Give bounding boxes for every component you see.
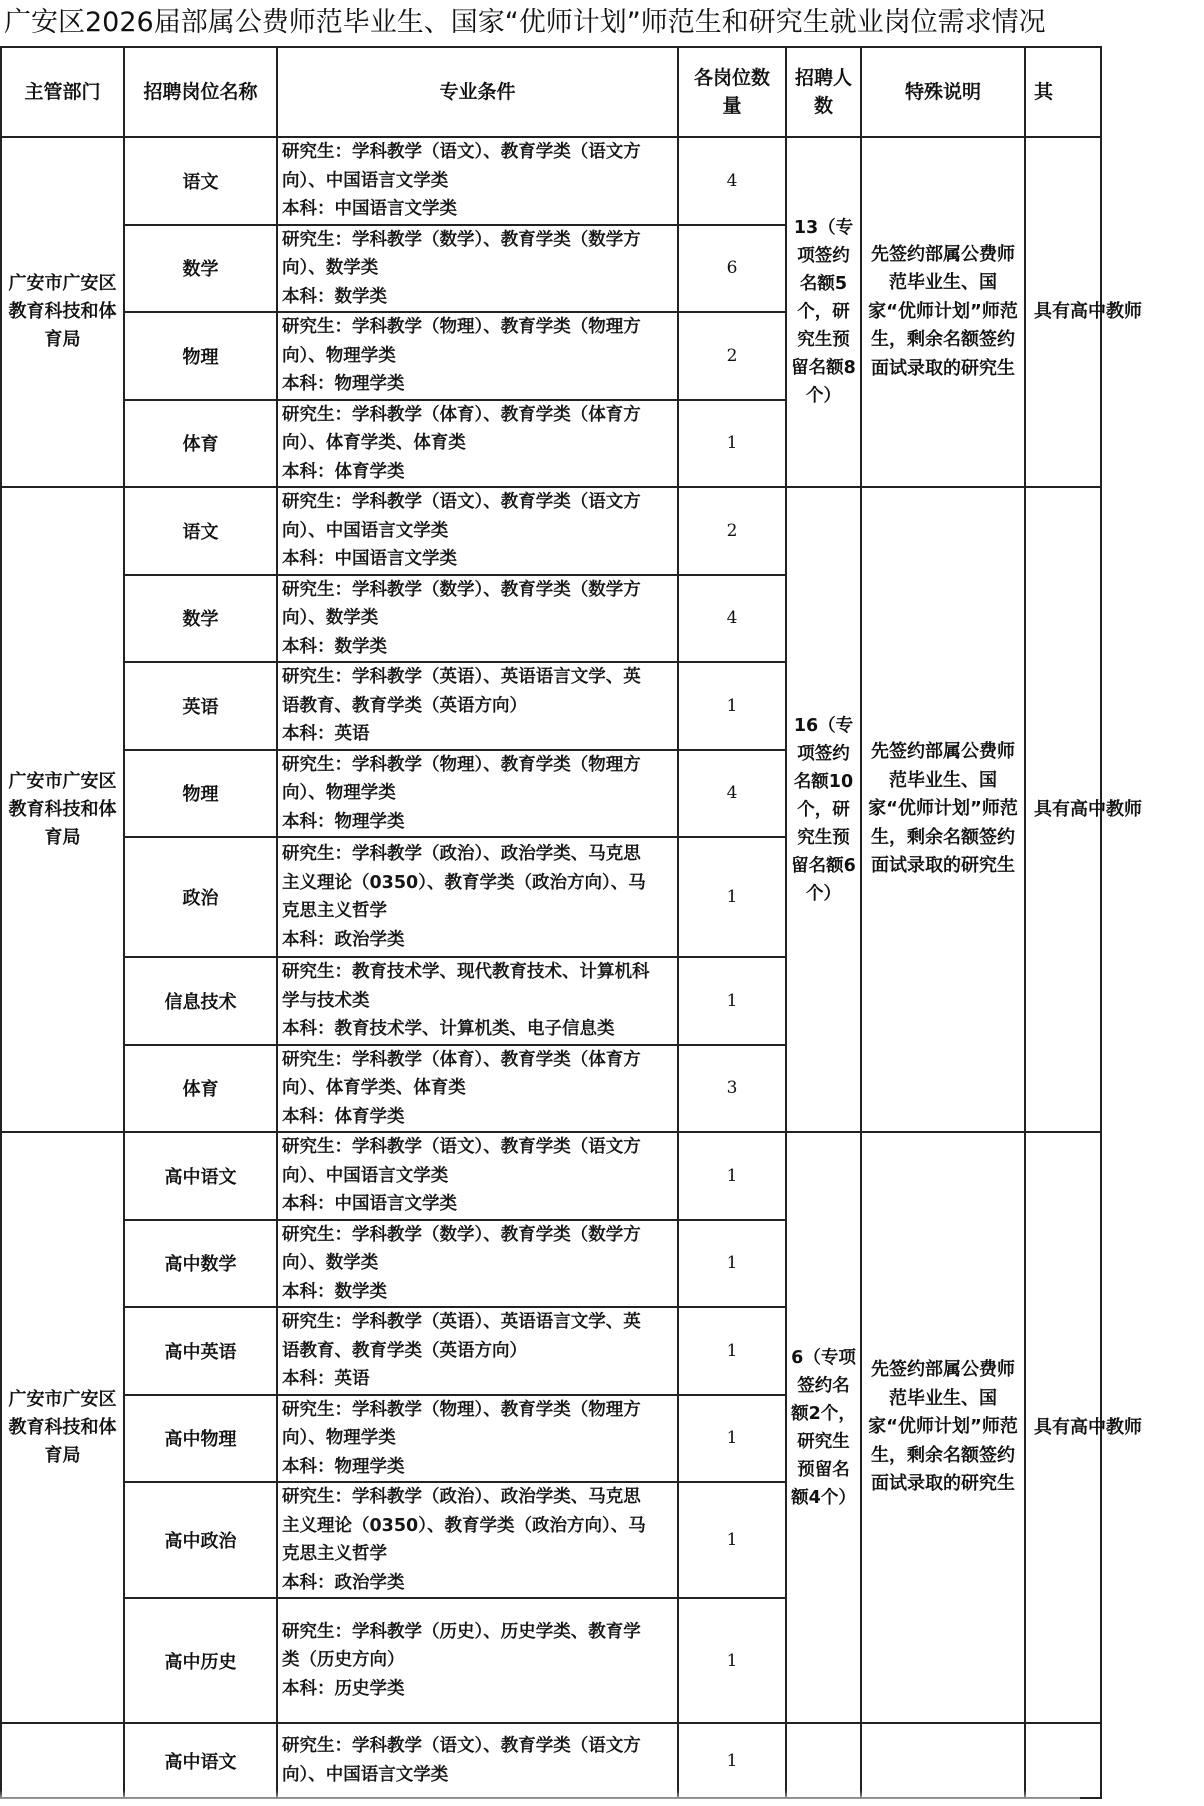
major-line: 研究生：学科教学（体育）、教育学类（体育方	[282, 1049, 641, 1070]
major-line: 向）、中国语言文学类	[282, 1764, 449, 1785]
header-recruit	[786, 47, 861, 137]
job-title-cell: 物理	[124, 312, 277, 400]
major-requirements-cell	[277, 575, 678, 663]
major-line: 向）、中国语言文学类	[282, 170, 449, 191]
table-row	[1, 487, 1101, 575]
major-line: 研究生：学科教学（英语）、英语语言文学、英	[282, 667, 641, 687]
job-title-cell: 高中政治	[124, 1482, 277, 1598]
job-title-cell: 体育	[124, 400, 277, 488]
job-title-cell: 高中数学	[124, 1220, 277, 1308]
header-recruit-line1: 招聘人	[794, 67, 852, 89]
header-job: 招聘岗位名称	[124, 47, 277, 137]
header-note: 特殊说明	[861, 47, 1025, 137]
major-line: 本科：中国语言文学类	[282, 549, 457, 569]
major-line: 本科：政治学类	[282, 1572, 405, 1593]
major-line: 类（历史方向）	[282, 1650, 405, 1671]
header-dept: 主管部门	[1, 47, 124, 137]
major-line: 本科：政治学类	[282, 929, 405, 950]
major-requirements-cell	[277, 137, 678, 225]
position-count-cell: 6	[678, 225, 786, 313]
job-title-cell: 信息技术	[124, 957, 277, 1045]
dept-cell: 广安市广安区教育科技和体育局	[1, 137, 124, 487]
position-count-cell: 1	[678, 1723, 786, 1798]
major-line: 向）、物理学类	[282, 1428, 396, 1448]
special-note-cell	[861, 1723, 1025, 1798]
job-title-cell: 英语	[124, 662, 277, 750]
position-count-cell: 1	[678, 662, 786, 750]
header-extra: 其	[1025, 47, 1101, 137]
major-line: 研究生：学科教学（语文）、教育学类（语文方	[282, 492, 641, 512]
header-count-line2: 量	[722, 95, 742, 117]
recruit-quota-cell: 6（专项签约名额2个，研究生预留名额4个）	[786, 1132, 861, 1723]
major-line: 本科：物理学类	[282, 1456, 405, 1477]
job-title-cell: 政治	[124, 837, 277, 957]
major-line: 语教育、教育学类（英语方向）	[282, 695, 527, 716]
job-title-cell: 数学	[124, 575, 277, 663]
job-title-cell: 语文	[124, 137, 277, 225]
recruit-quota-cell	[786, 1723, 861, 1798]
major-line: 本科：英语	[282, 724, 370, 744]
major-line: 向）、中国语言文学类	[282, 520, 449, 541]
major-line: 研究生：学科教学（体育）、教育学类（体育方	[282, 404, 641, 425]
major-line: 主义理论（0350）、教育学类（政治方向）、马	[282, 1515, 646, 1536]
position-count-cell: 1	[678, 837, 786, 957]
major-line: 本科：数学类	[282, 636, 387, 657]
major-line: 本科：教育技术学、计算机类、电子信息类	[282, 1019, 615, 1039]
major-line: 本科：中国语言文学类	[282, 1194, 457, 1214]
major-line: 向）、数学类	[282, 1253, 379, 1273]
position-count-cell: 1	[678, 1307, 786, 1395]
dept-cell	[1, 1723, 124, 1798]
major-line: 研究生：学科教学（语文）、教育学类（语文方	[282, 142, 641, 162]
job-title-cell: 体育	[124, 1045, 277, 1133]
major-line: 本科：历史学类	[282, 1678, 405, 1699]
extra-requirement-cell: 具有高中教师	[1025, 137, 1101, 487]
special-note-cell: 先签约部属公费师范毕业生、国家“优师计划”师范生，剩余名额签约面试录取的研究生	[861, 1132, 1025, 1723]
major-line: 本科：中国语言文学类	[282, 199, 457, 219]
major-requirements-cell	[277, 750, 678, 838]
major-line: 向）、物理学类	[282, 783, 396, 803]
major-line: 本科：物理学类	[282, 374, 405, 394]
major-requirements-cell	[277, 1395, 678, 1483]
major-requirements-cell	[277, 487, 678, 575]
job-title-cell: 高中物理	[124, 1395, 277, 1483]
major-line: 研究生：学科教学（物理）、教育学类（物理方	[282, 1399, 641, 1420]
extra-requirement-cell: 具有高中教师	[1025, 487, 1101, 1132]
major-requirements-cell	[277, 312, 678, 400]
position-count-cell: 1	[678, 1598, 786, 1723]
recruit-quota-cell: 16（专项签约名额10个，研究生预留名额6个）	[786, 487, 861, 1132]
table-row	[1, 1723, 1101, 1798]
header-recruit-line2: 数	[813, 95, 833, 117]
recruit-quota-cell: 13（专项签约名额5个，研究生预留名额8个）	[786, 137, 861, 487]
major-requirements-cell	[277, 837, 678, 957]
major-requirements-cell	[277, 225, 678, 313]
position-count-cell: 4	[678, 137, 786, 225]
header-major: 专业条件	[277, 47, 678, 137]
major-line: 向）、体育学类、体育类	[282, 1078, 466, 1098]
major-line: 研究生：学科教学（英语）、英语语言文学、英	[282, 1312, 641, 1332]
major-requirements-cell	[277, 1132, 678, 1220]
extra-requirement-cell	[1025, 1723, 1101, 1798]
major-line: 向）、体育学类、体育类	[282, 433, 466, 453]
major-requirements-cell	[277, 1723, 678, 1798]
major-line: 研究生：学科教学（历史）、历史学类、教育学	[282, 1621, 641, 1642]
major-line: 研究生：学科教学（语文）、教育学类（语文方	[282, 1736, 641, 1756]
table-row	[1, 137, 1101, 225]
major-line: 本科：数学类	[282, 286, 387, 307]
major-line: 本科：数学类	[282, 1281, 387, 1302]
job-title-cell: 物理	[124, 750, 277, 838]
header-count-line1: 各岗位数	[693, 67, 770, 89]
major-requirements-cell	[277, 1220, 678, 1308]
major-line: 研究生：学科教学（数学）、教育学类（数学方	[282, 1224, 641, 1245]
job-title-cell: 数学	[124, 225, 277, 313]
major-line: 研究生：学科教学（数学）、教育学类（数学方	[282, 579, 641, 600]
position-count-cell: 2	[678, 487, 786, 575]
position-count-cell: 4	[678, 750, 786, 838]
major-requirements-cell	[277, 1307, 678, 1395]
major-requirements-cell	[277, 1045, 678, 1133]
major-requirements-cell	[277, 1598, 678, 1723]
position-count-cell: 2	[678, 312, 786, 400]
table-row	[1, 1132, 1101, 1220]
position-count-cell: 1	[678, 957, 786, 1045]
position-count-cell: 3	[678, 1045, 786, 1133]
position-count-cell: 1	[678, 1220, 786, 1308]
job-title-cell: 高中英语	[124, 1307, 277, 1395]
major-line: 研究生：学科教学（语文）、教育学类（语文方	[282, 1137, 641, 1157]
bottom-fade	[0, 1790, 1080, 1806]
major-line: 克思主义哲学	[282, 1544, 387, 1564]
major-requirements-cell	[277, 957, 678, 1045]
position-count-cell: 1	[678, 1482, 786, 1598]
major-line: 向）、中国语言文学类	[282, 1165, 449, 1186]
special-note-cell: 先签约部属公费师范毕业生、国家“优师计划”师范生，剩余名额签约面试录取的研究生	[861, 487, 1025, 1132]
major-line: 研究生：学科教学（物理）、教育学类（物理方	[282, 317, 641, 337]
position-count-cell: 1	[678, 400, 786, 488]
position-count-cell: 1	[678, 1132, 786, 1220]
dept-cell: 广安市广安区教育科技和体育局	[1, 1132, 124, 1723]
major-line: 主义理论（0350）、教育学类（政治方向）、马	[282, 872, 646, 893]
major-line: 向）、物理学类	[282, 345, 396, 366]
major-line: 语教育、教育学类（英语方向）	[282, 1340, 527, 1361]
header-count	[678, 47, 786, 137]
major-line: 学与技术类	[282, 990, 370, 1011]
major-requirements-cell	[277, 1482, 678, 1598]
major-line: 研究生：教育技术学、现代教育技术、计算机科	[282, 962, 650, 982]
major-line: 研究生：学科教学（政治）、政治学类、马克思	[282, 844, 641, 864]
major-requirements-cell	[277, 662, 678, 750]
major-line: 本科：体育学类	[282, 1106, 405, 1127]
extra-requirement-cell: 具有高中教师	[1025, 1132, 1101, 1723]
job-title-cell: 高中历史	[124, 1598, 277, 1723]
job-title-cell: 语文	[124, 487, 277, 575]
document-title: 广安区2026届部属公费师范毕业生、国家“优师计划”师范生和研究生就业岗位需求情况	[4, 7, 1046, 38]
position-count-cell: 4	[678, 575, 786, 663]
major-line: 向）、数学类	[282, 258, 379, 278]
job-title-cell: 高中语文	[124, 1723, 277, 1798]
major-line: 向）、数学类	[282, 608, 379, 628]
major-line: 本科：体育学类	[282, 461, 405, 482]
major-line: 研究生：学科教学（物理）、教育学类（物理方	[282, 754, 641, 775]
major-line: 研究生：学科教学（政治）、政治学类、马克思	[282, 1487, 641, 1507]
job-demand-table	[0, 46, 1142, 1799]
job-title-cell: 高中语文	[124, 1132, 277, 1220]
major-line: 本科：物理学类	[282, 811, 405, 832]
major-requirements-cell	[277, 400, 678, 488]
major-line: 研究生：学科教学（数学）、教育学类（数学方	[282, 229, 641, 250]
major-line: 本科：英语	[282, 1369, 370, 1389]
major-line: 克思主义哲学	[282, 901, 387, 921]
dept-cell: 广安市广安区教育科技和体育局	[1, 487, 124, 1132]
position-count-cell: 1	[678, 1395, 786, 1483]
special-note-cell: 先签约部属公费师范毕业生、国家“优师计划”师范生，剩余名额签约面试录取的研究生	[861, 137, 1025, 487]
table-header-row	[1, 47, 1101, 137]
